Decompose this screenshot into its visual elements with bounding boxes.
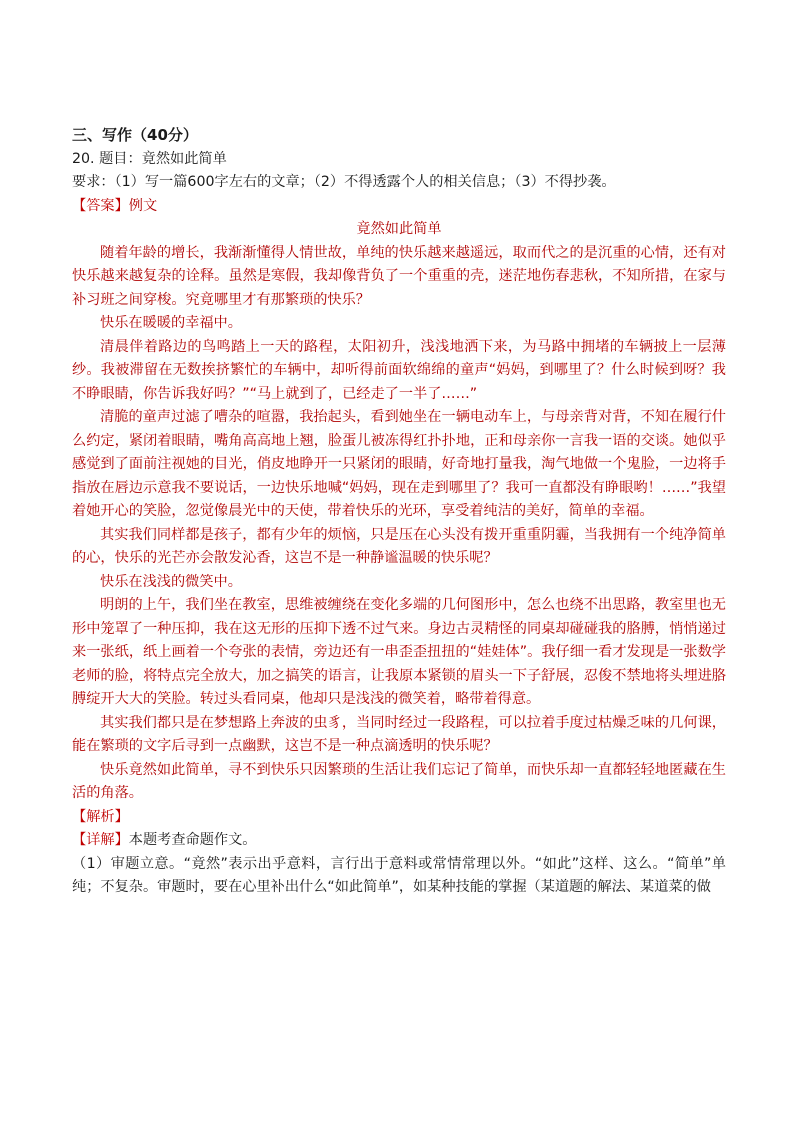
essay-paragraph-2: 快乐在暖暖的幸福中。 bbox=[100, 315, 242, 331]
essay-paragraph-4: 清脆的童声过滤了嘈杂的喧嚣，我抬起头，看到她坐在一辆电动车上，与母亲背对背，不知在履行什么约定，紧闭着眼睛，嘴角高高地上翘，脸蛋儿被冻得红扑扑地，正和母亲你一言我一语的交谈。她似乎感觉到了面前注视她的目光，俏皮地睁开一只紧闭的眼睛，好奇地打量我，淘气地做一个鬼脸，一边将手指放在唇边示意我不要说话，一边快乐地喊“妈妈，现在走到哪里了？我可一直都没有睁眼哟！……”我望着她开心的笑脸，忽觉像晨光中的天使，带着快乐的光环，享受着纯洁的美好，简单的幸福。 bbox=[72, 409, 726, 519]
answer-label: 例文 bbox=[128, 197, 158, 214]
document-page bbox=[72, 124, 726, 900]
detail-tag: 【详解】 bbox=[72, 832, 129, 848]
essay-paragraph-1: 随着年龄的增长，我渐渐懂得人情世故，单纯的快乐越来越遥远，取而代之的是沉重的心情，还有对快乐越来越复杂的诠释。虽然是寒假，我却像背负了一个重重的壳，迷茫地伤春悲秋，不知所措，在家与补习班之间穿梭。究竟哪里才有那繁琐的快乐？ bbox=[72, 244, 726, 308]
question-line: 20. 题目：竟然如此简单 bbox=[72, 150, 227, 167]
essay-paragraph-5: 其实我们同样都是孩子，都有少年的烦恼，只是压在心头没有拨开重重阴霾，当我拥有一个纯净简单的心，快乐的光芒亦会散发沁香，这岂不是一种静谧温暖的快乐呢？ bbox=[72, 526, 726, 566]
answer-line bbox=[72, 195, 726, 219]
essay-title: 竟然如此简单 bbox=[356, 221, 442, 237]
detail-line bbox=[72, 829, 726, 853]
analysis-body: （1）审题立意。“竟然”表示出乎意料，言行出于意料或常情常理以外。“如此”这样、这么。“简单”单纯；不复杂。审题时，要在心里补出什么“如此简单”，如某种技能的掌握（某道题的解法、某道菜的做 bbox=[72, 855, 726, 895]
requirement-line: 要求：（1）写一篇600字左右的文章；（2）不得透露个人的相关信息；（3）不得抄袭。 bbox=[72, 174, 616, 190]
essay-paragraph-6: 快乐在浅浅的微笑中。 bbox=[100, 573, 242, 590]
essay-paragraph-9: 快乐竟然如此简单，寻不到快乐只因繁琐的生活让我们忘记了简单，而快乐却一直都轻轻地匿藏在生活的角落。 bbox=[72, 761, 726, 801]
answer-tag: 【答案】 bbox=[72, 197, 129, 214]
essay-paragraph-7: 明朗的上午，我们坐在教室，思维被缠绕在变化多端的几何图形中，怎么也绕不出思路，教室里也无形中笼罩了一种压抑，我在这无形的压抑下透不过气来。身边古灵精怪的同桌却碰碰我的胳膊，悄悄递过来一张纸，纸上画着一个夸张的表情，旁边还有一串歪歪扭扭的“娃娃体”。我仔细一看才发现是一张数学老师的脸，将特点完全放大，加之搞笑的语言，让我原本紧锁的眉头一下子舒展，忍俊不禁地将头埋进胳膊绽开大大的笑脸。转过头看同桌，他却只是浅浅的微笑着，略带着得意。 bbox=[72, 597, 726, 707]
section-title: 三、写作（40分） bbox=[72, 126, 198, 144]
detail-text: 本题考查命题作文。 bbox=[128, 832, 257, 848]
essay-paragraph-8: 其实我们都只是在梦想路上奔波的虫豸，当同时经过一段路程，可以拉着手度过枯燥乏味的几何课，能在繁琐的文字后寻到一点幽默，这岂不是一种点滴透明的快乐呢？ bbox=[72, 714, 726, 754]
analysis-tag: 【解析】 bbox=[72, 808, 129, 825]
essay-paragraph-3: 清晨伴着路边的鸟鸣踏上一天的路程，太阳初升，浅浅地洒下来，为马路中拥堵的车辆披上一层薄纱。我被滞留在无数挨挤繁忙的车辆中，却听得前面软绵绵的童声“妈妈，到哪里了？什么时候到呀？我不睁眼睛，你告诉我好吗？”“马上就到了，已经走了一半了……” bbox=[72, 338, 726, 402]
